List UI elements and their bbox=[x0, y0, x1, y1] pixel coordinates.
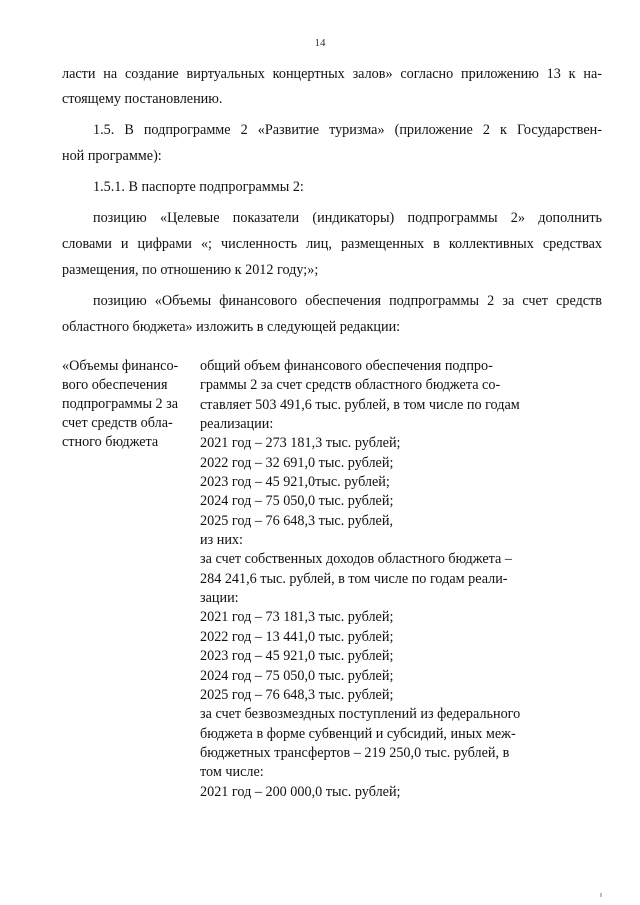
table-right-line: зации: bbox=[200, 590, 239, 607]
table-right-line: 284 241,6 тыс. рублей, в том числе по годам реали- bbox=[200, 570, 508, 587]
table-right-line: 2025 год – 76 648,3 тыс. рублей, bbox=[200, 512, 393, 529]
table-right-line: 2021 год – 200 000,0 тыс. рублей; bbox=[200, 783, 401, 800]
scan-mark bbox=[600, 893, 602, 897]
paragraph-line: областного бюджета» изложить в следующей редакции: bbox=[62, 319, 401, 335]
table-right-line: бюджета в форме субвенций и субсидий, иных меж- bbox=[200, 725, 516, 742]
paragraph-line: стоящему постановлению. bbox=[62, 91, 223, 107]
paragraph-line: 1.5. В подпрограмме 2 «Развитие туризма» (приложение 2 к Государствен- bbox=[93, 122, 602, 138]
table-left-line: стного бюджета bbox=[62, 434, 159, 450]
page-number: 14 bbox=[314, 37, 326, 49]
table-right-line: 2025 год – 76 648,3 тыс. рублей; bbox=[200, 686, 394, 703]
table-right-line: 2021 год – 73 181,3 тыс. рублей; bbox=[200, 609, 394, 626]
table-left-line: вого обеспечения bbox=[62, 377, 168, 393]
paragraph-line: ласти на создание виртуальных концертных залов» согласно приложению 13 к на- bbox=[62, 66, 602, 82]
paragraph-line: размещения, по отношению к 2012 году;»; bbox=[62, 262, 319, 278]
table-right-line: 2021 год – 273 181,3 тыс. рублей; bbox=[200, 435, 401, 452]
table-left-line: «Объемы финансо- bbox=[62, 358, 179, 374]
table-right-line: 2023 год – 45 921,0 тыс. рублей; bbox=[200, 648, 394, 665]
table-right-line: 2022 год – 32 691,0 тыс. рублей; bbox=[200, 454, 394, 471]
paragraph-line: ной программе): bbox=[62, 148, 162, 164]
table-right-line: 2024 год – 75 050,0 тыс. рублей; bbox=[200, 493, 394, 510]
table-right-line: 2024 год – 75 050,0 тыс. рублей; bbox=[200, 667, 394, 684]
table-right-line: том числе: bbox=[200, 764, 264, 781]
table-left-line: счет средств обла- bbox=[62, 415, 173, 431]
table-right-column bbox=[200, 357, 545, 802]
paragraph-line: словами и цифрами «; численность лиц, размещенных в коллективных средствах bbox=[62, 236, 602, 252]
table-left-column bbox=[62, 357, 192, 452]
table-right-line: за счет безвозмездных поступлений из федерального bbox=[200, 706, 521, 723]
paragraph-line: позицию «Объемы финансового обеспечения подпрограммы 2 за счет средств bbox=[93, 293, 602, 309]
table-right-line: 2022 год – 13 441,0 тыс. рублей; bbox=[200, 628, 394, 645]
table-right-line: общий объем финансового обеспечения подпро- bbox=[200, 358, 493, 374]
table-left-line: подпрограммы 2 за bbox=[62, 396, 179, 412]
paragraph-line: позицию «Целевые показатели (индикаторы) подпрограммы 2» дополнить bbox=[93, 210, 602, 226]
table-right-line: ставляет 503 491,6 тыс. рублей, в том числе по годам bbox=[200, 396, 520, 413]
table-right-line: из них: bbox=[200, 532, 243, 549]
table-right-line: за счет собственных доходов областного бюджета – bbox=[200, 551, 512, 568]
table-right-line: 2023 год – 45 921,0тыс. рублей; bbox=[200, 474, 390, 491]
table-right-line: бюджетных трансфертов – 219 250,0 тыс. рублей, в bbox=[200, 744, 510, 761]
paragraph-line: 1.5.1. В паспорте подпрограммы 2: bbox=[93, 179, 304, 195]
table-right-line: граммы 2 за счет средств областного бюджета со- bbox=[200, 377, 501, 394]
table-right-line: реализации: bbox=[200, 416, 274, 433]
